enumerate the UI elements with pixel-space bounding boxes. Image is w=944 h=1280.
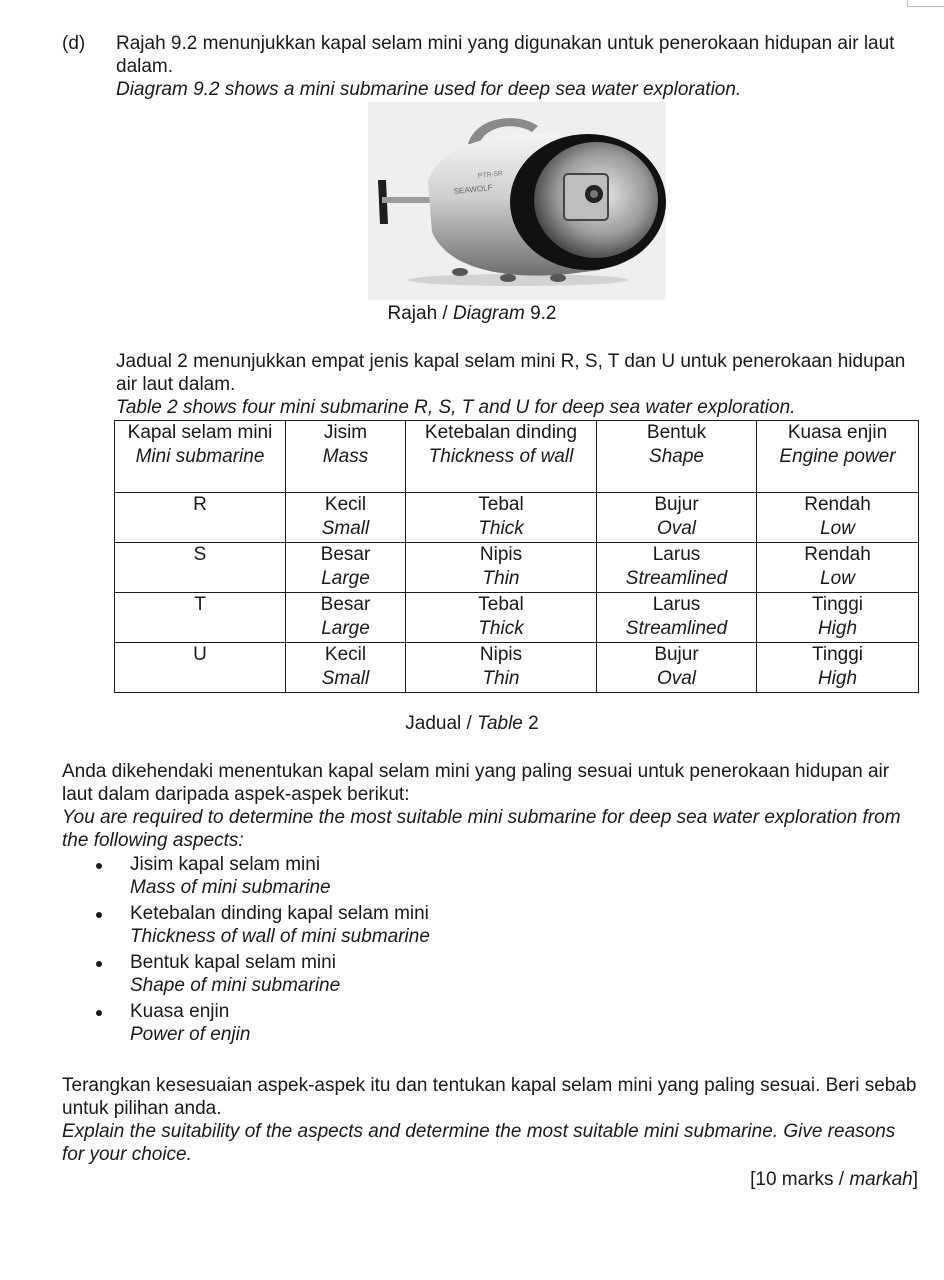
cell-thickness: Tebal Thick: [406, 493, 597, 543]
list-item: Ketebalan dinding kapal selam mini Thickness of wall of mini submarine: [96, 902, 430, 948]
cell-shape: Larus Streamlined: [597, 543, 757, 593]
brand-text-1: PTR-5R: [477, 170, 504, 180]
brand-text-2: SEAWOLF: [453, 182, 493, 196]
cell-power: Rendah Low: [757, 543, 919, 593]
question-intro-ms: Rajah 9.2 menunjukkan kapal selam mini yang digunakan untuk penerokaan hidupan air laut dalam.: [116, 33, 895, 77]
cell-power: Tinggi High: [757, 643, 919, 693]
diagram-caption: [0, 302, 944, 325]
table-row: [115, 543, 919, 593]
header-mass: Jisim Mass: [286, 421, 406, 493]
instruction-en: Explain the suitability of the aspects and determine the most suitable mini submarine. Give reasons for your choice.: [62, 1121, 896, 1165]
cell-shape: Bujur Oval: [597, 493, 757, 543]
page-corner: [907, 0, 944, 7]
cell-mass: Besar Large: [286, 543, 406, 593]
question-intro-en: Diagram 9.2 shows a mini submarine used for deep sea water exploration.: [116, 79, 742, 100]
header-mini-submarine: Kapal selam mini Mini submarine: [115, 421, 286, 493]
row-id: U: [115, 643, 286, 693]
table-row: [115, 593, 919, 643]
list-item: Jisim kapal selam mini Mass of mini submarine: [96, 853, 430, 899]
task-en: You are required to determine the most suitable mini submarine for deep sea water exploration from the following aspects:: [62, 807, 901, 851]
list-item: Kuasa enjin Power of enjin: [96, 1000, 430, 1046]
table-intro-ms: Jadual 2 menunjukkan empat jenis kapal selam mini R, S, T dan U untuk penerokaan hidupan air laut dalam.: [116, 351, 906, 395]
cell-shape: Larus Streamlined: [597, 593, 757, 643]
table-intro-en: Table 2 shows four mini submarine R, S, T and U for deep sea water exploration.: [116, 397, 796, 418]
row-id: R: [115, 493, 286, 543]
cell-thickness: Tebal Thick: [406, 593, 597, 643]
marks-label: [10 marks / markah]: [750, 1169, 918, 1190]
cell-mass: Kecil Small: [286, 643, 406, 693]
table-intro: [116, 350, 926, 419]
question-intro: [116, 32, 926, 101]
table-row: [115, 493, 919, 543]
cell-mass: Besar Large: [286, 593, 406, 643]
instruction-paragraph: [62, 1074, 922, 1166]
cell-power: Rendah Low: [757, 493, 919, 543]
header-wall-thickness: Ketebalan dinding Thickness of wall: [406, 421, 597, 493]
header-shape: Bentuk Shape: [597, 421, 757, 493]
row-id: T: [115, 593, 286, 643]
submarine-comparison-table: [114, 420, 919, 693]
cell-thickness: Nipis Thin: [406, 543, 597, 593]
cell-thickness: Nipis Thin: [406, 643, 597, 693]
diagram-caption-num: 9.2: [524, 303, 557, 324]
aspects-list: [96, 853, 430, 1049]
mini-submarine-photo: [368, 102, 666, 300]
task-ms: Anda dikehendaki menentukan kapal selam mini yang paling sesuai untuk penerokaan hidupan air laut dalam daripada aspek-aspek berikut:: [62, 761, 890, 805]
cell-shape: Bujur Oval: [597, 643, 757, 693]
diagram-caption-ms: Rajah /: [387, 303, 453, 324]
question-label: (d): [62, 33, 86, 54]
instruction-ms: Terangkan kesesuaian aspek-aspek itu dan tentukan kapal selam mini yang paling sesuai. Beri sebab untuk pilihan anda.: [62, 1075, 917, 1119]
submarine-illustration: [368, 102, 666, 300]
list-item: Bentuk kapal selam mini Shape of mini submarine: [96, 951, 430, 997]
table-caption-num: 2: [522, 713, 539, 734]
table-header-row: [115, 421, 919, 493]
cell-mass: Kecil Small: [286, 493, 406, 543]
table-row: [115, 643, 919, 693]
header-engine-power: Kuasa enjin Engine power: [757, 421, 919, 493]
task-paragraph: [62, 760, 922, 852]
cell-power: Tinggi High: [757, 593, 919, 643]
table-caption-en: Table: [477, 713, 523, 734]
table-caption: [0, 712, 944, 735]
table-caption-ms: Jadual /: [405, 713, 478, 734]
diagram-caption-en: Diagram: [452, 303, 525, 324]
row-id: S: [115, 543, 286, 593]
